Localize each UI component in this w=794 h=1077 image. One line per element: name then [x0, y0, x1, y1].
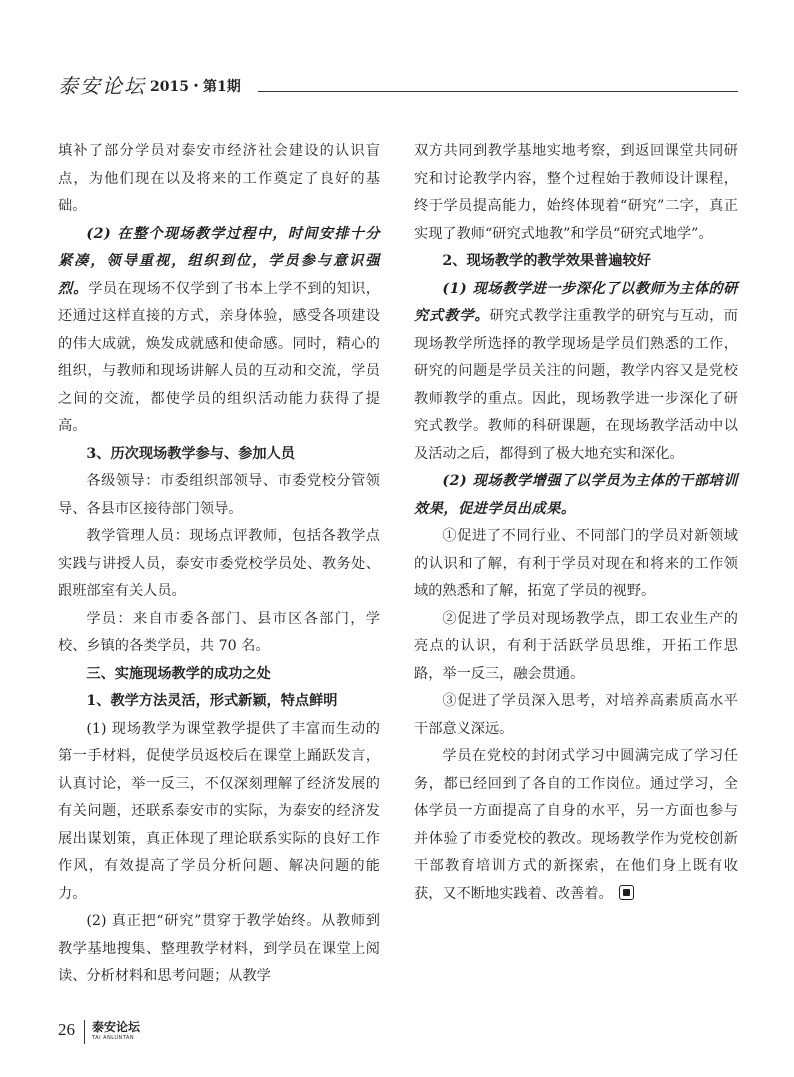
body-text: 学员在党校的封闭式学习中圆满完成了学习任务，都已经回到了各自的工作岗位。通过学习，全体学员一方面提高了自身的水平，另一方面也参与并体验了市委党校的教改。现场教学作为党校创新干部教育培训方式的新探索，在他们身上既有收获，又不断地实践着、改善着。	[414, 748, 738, 902]
end-of-article-icon	[619, 885, 634, 900]
header-rule	[258, 91, 738, 92]
section-heading: 2、现场教学的教学效果普遍较好	[442, 253, 651, 269]
paragraph: (1) 现场教学为课堂教学提供了丰富而生动的第一手材料，促使学员返校后在课堂上踊跃发言，认真讨论，举一反三，不仅深刻理解了经济发展的有关问题，还联系泰安市的实际，为泰安的经济发展出谋划策，真正体现了理论联系实际的良好工作作风，有效提高了学员分析问题、解决问题的能力。	[58, 720, 380, 902]
section-heading: 1、教学方法灵活，形式新颖，特点鲜明	[86, 693, 338, 709]
footer-journal-name: 泰安论坛	[92, 1020, 141, 1034]
paragraph	[414, 743, 738, 908]
right-column	[414, 138, 738, 908]
body-text: 研究式教学注重教学的研究与互动，而现场教学所选择的教学现场是学员们熟悉的工作，研究的问题是学员关注的问题，教学内容又是党校教师教学的重点。因此，现场教学进一步深化了研究式教学。教师的科研课题，在现场教学活动中以及活动之后，都得到了极大地充实和深化。	[414, 308, 738, 462]
footer-journal-pinyin: TAI ANLUNTAN	[92, 1035, 135, 1041]
emphasis-text: (1) 现场教学进一步深化了以教师为主体的研究式教学。	[414, 280, 738, 324]
section-heading: 三、实施现场教学的成功之处	[86, 665, 271, 682]
paragraph: ②促进了学员对现场教学点，即工农业生产的亮点的认识，有利于活跃学员思维，开拓工作思路，举一反三，融会贯通。	[414, 610, 738, 682]
emphasis-text: (2) 现场教学增强了以学员为主体的干部培训效果，促进学员出成果。	[414, 473, 738, 517]
footer-divider	[84, 1020, 85, 1044]
paragraph: (2) 真正把“研究”贯穿于教学始终。从教师到教学基地搜集、整理教学材料，到学员在课堂上阅读、分析材料和思考问题；从教学	[58, 913, 380, 984]
paragraph	[414, 468, 738, 523]
paragraph	[58, 221, 380, 441]
paragraph: 学员：来自市委各部门、县市区各部门，学校、乡镇的各类学员，共 70 名。	[58, 610, 380, 654]
journal-title: 泰安论坛	[58, 74, 146, 98]
paragraph: 填补了部分学员对泰安市经济社会建设的认识盲点，为他们现在以及将来的工作奠定了良好的基础。	[58, 143, 380, 214]
paragraph: 教学管理人员：现场点评教师，包括各教学点实践与讲授人员，泰安市委党校学员处、教务处、跟班部室有关人员。	[58, 528, 380, 599]
page-header	[58, 74, 738, 98]
page-number: 26	[58, 1020, 75, 1039]
paragraph: ①促进了不同行业、不同部门的学员对新领域的认识和了解，有利于学员对现在和将来的工作领域的熟悉和了解，拓宽了学员的视野。	[414, 528, 738, 599]
issue-label: 2015・第1期	[150, 79, 241, 95]
paragraph: ③促进了学员深入思考，对培养高素质高水平干部意义深远。	[414, 693, 738, 737]
emphasis-text: (2) 在整个现场教学过程中，时间安排十分紧凑，领导重视，组织到位，学员参与意识强烈。	[58, 225, 380, 297]
paragraph	[414, 276, 738, 469]
left-column	[58, 138, 380, 991]
body-text: 学员在现场不仅学到了书本上学不到的知识，还通过这样直接的方式，亲身体验，感受各项建设的伟大成就，焕发成就感和使命感。同时，精心的组织，与教师和现场讲解人员的互动和交流，学员之间的交流，都使学员的组织活动能力获得了提高。	[58, 280, 380, 434]
paragraph: 双方共同到教学基地实地考察，到返回课堂共同研究和讨论教学内容，整个过程始于教师设计课程，终于学员提高能力，始终体现着“研究”二字，真正实现了教师“研究式地教”和学员“研究式地学”。	[414, 143, 738, 242]
paragraph: 各级领导：市委组织部领导、市委党校分管领导、各县市区接待部门领导。	[58, 473, 380, 517]
section-heading: 3、历次现场教学参与、参加人员	[86, 445, 295, 462]
